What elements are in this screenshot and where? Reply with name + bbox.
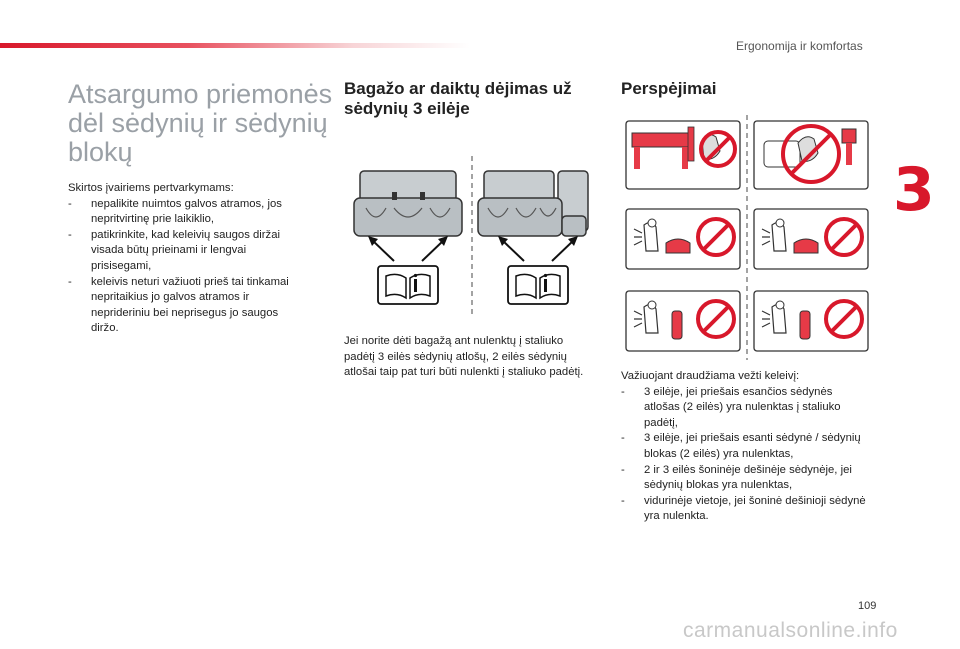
watermark: carmanualsonline.info xyxy=(683,619,898,642)
left-intro: Skirtos įvairiems pertvarkymams: xyxy=(68,182,234,194)
warning-panel-4 xyxy=(754,209,868,269)
folded-seat-right xyxy=(478,171,588,236)
warning-panel-2 xyxy=(754,121,868,189)
section-heading-luggage: Bagažo ar daiktų dėjimas už sėdynių 3 eilėje xyxy=(344,79,572,118)
middle-paragraph: Jei norite dėti bagažą ant nulenktų į staliuko padėtį 3 eilės sėdynių atlošų, 2 eilės sėdynių atlošai taip pat turi būti nulenkti į staliuko padėtį. xyxy=(344,335,584,379)
warning-panel-1 xyxy=(626,121,740,189)
warning-panel-6 xyxy=(754,291,868,351)
section-heading-warnings: Perspėjimai xyxy=(621,79,717,98)
list-item: - vidurinėje vietoje, jei šoninė dešinioji sėdynė yra nulenkta. xyxy=(621,494,866,523)
folded-seat-left xyxy=(354,171,462,236)
list-item: - patikrinkite, kad keleivių saugos diržai visada būtų prieinami ir lengvai prisisegami, xyxy=(68,228,281,272)
warning-panel-5 xyxy=(626,291,740,351)
header-accent-bar xyxy=(0,43,470,48)
arrow-icons xyxy=(368,236,578,261)
middle-text xyxy=(344,334,589,381)
seats-luggage-illustration xyxy=(344,156,600,316)
list-item: - nepalikite nuimtos galvos atramos, jos nepritvirtinę prie laikiklio, xyxy=(68,197,282,226)
page-number: 109 xyxy=(858,600,877,612)
list-item: - 2 ir 3 eilės šoninėje dešinėje sėdynėje, jei sėdynių blokas yra nulenktas, xyxy=(621,463,852,492)
right-text xyxy=(621,369,871,525)
warning-panel-3 xyxy=(626,209,740,269)
list-item: - 3 eilėje, jei priešais esanti sėdynė / sėdynių blokas (2 eilės) yra nulenktas, xyxy=(621,432,861,460)
left-text xyxy=(68,181,308,337)
manual-book-icon xyxy=(508,266,568,304)
page-title: Atsargumo priemonės dėl sėdynių ir sėdynių blokų xyxy=(68,79,333,167)
list-item: - 3 eilėje, jei priešais esančios sėdynės atlošas (2 eilės) yra nulenktas į staliuko padėtį, xyxy=(621,385,841,429)
right-intro: Važiuojant draudžiama vežti keleivį: xyxy=(621,370,800,382)
manual-book-icon xyxy=(378,266,438,304)
section-title: Ergonomija ir komfortas xyxy=(736,39,863,53)
chapter-number: 3 xyxy=(893,155,935,225)
warnings-illustration xyxy=(622,115,872,360)
list-item: - keleivis neturi važiuoti prieš tai tinkamai nepritaikius jo galvos atramos ir neprideriniu bei neprisegus jo saugos diržo. xyxy=(68,275,289,335)
